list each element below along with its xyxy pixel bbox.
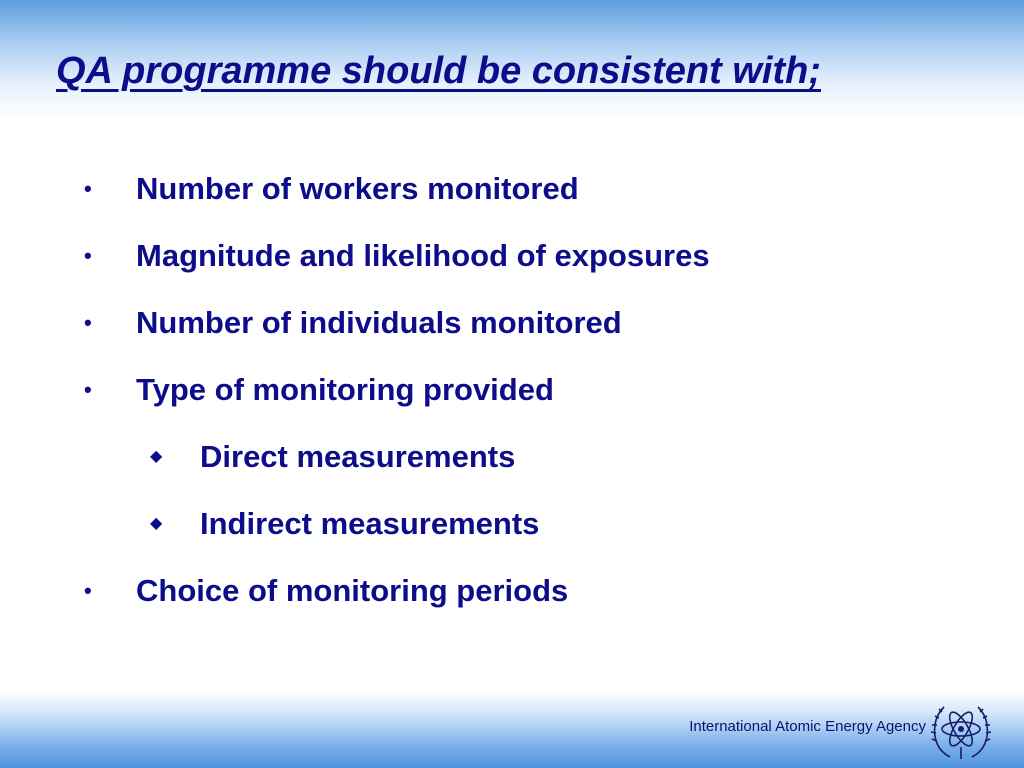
bullet-dot-icon: •	[84, 377, 92, 402]
bullet-item	[0, 297, 710, 364]
bullet-item	[0, 230, 710, 297]
iaea-logo-icon	[928, 697, 994, 763]
bullet-dot-icon: •	[84, 310, 92, 335]
bullet-item	[0, 565, 710, 632]
bullet-text: Magnitude and likelihood of exposures	[136, 238, 710, 273]
bullet-item	[0, 163, 710, 230]
organization-name: International Atomic Energy Agency	[689, 718, 926, 735]
bullet-text: Choice of monitoring periods	[136, 573, 569, 608]
slide-title: QA programme should be consistent with;	[56, 50, 821, 92]
bullet-dot-icon: •	[84, 176, 92, 201]
bullet-text: Number of workers monitored	[136, 171, 579, 206]
sub-bullet-text: Indirect measurements	[200, 506, 540, 541]
bullet-list	[0, 163, 710, 632]
diamond-bullet-icon: ◆	[150, 515, 163, 532]
sub-bullet-item	[0, 431, 710, 498]
bullet-item	[0, 364, 710, 431]
bullet-text: Number of individuals monitored	[136, 305, 622, 340]
sub-bullet-item	[0, 498, 710, 565]
sub-bullet-text: Direct measurements	[200, 439, 516, 474]
bullet-dot-icon: •	[84, 243, 92, 268]
bullet-dot-icon: •	[84, 578, 92, 603]
diamond-bullet-icon: ◆	[150, 448, 163, 465]
bullet-text: Type of monitoring provided	[136, 372, 554, 407]
